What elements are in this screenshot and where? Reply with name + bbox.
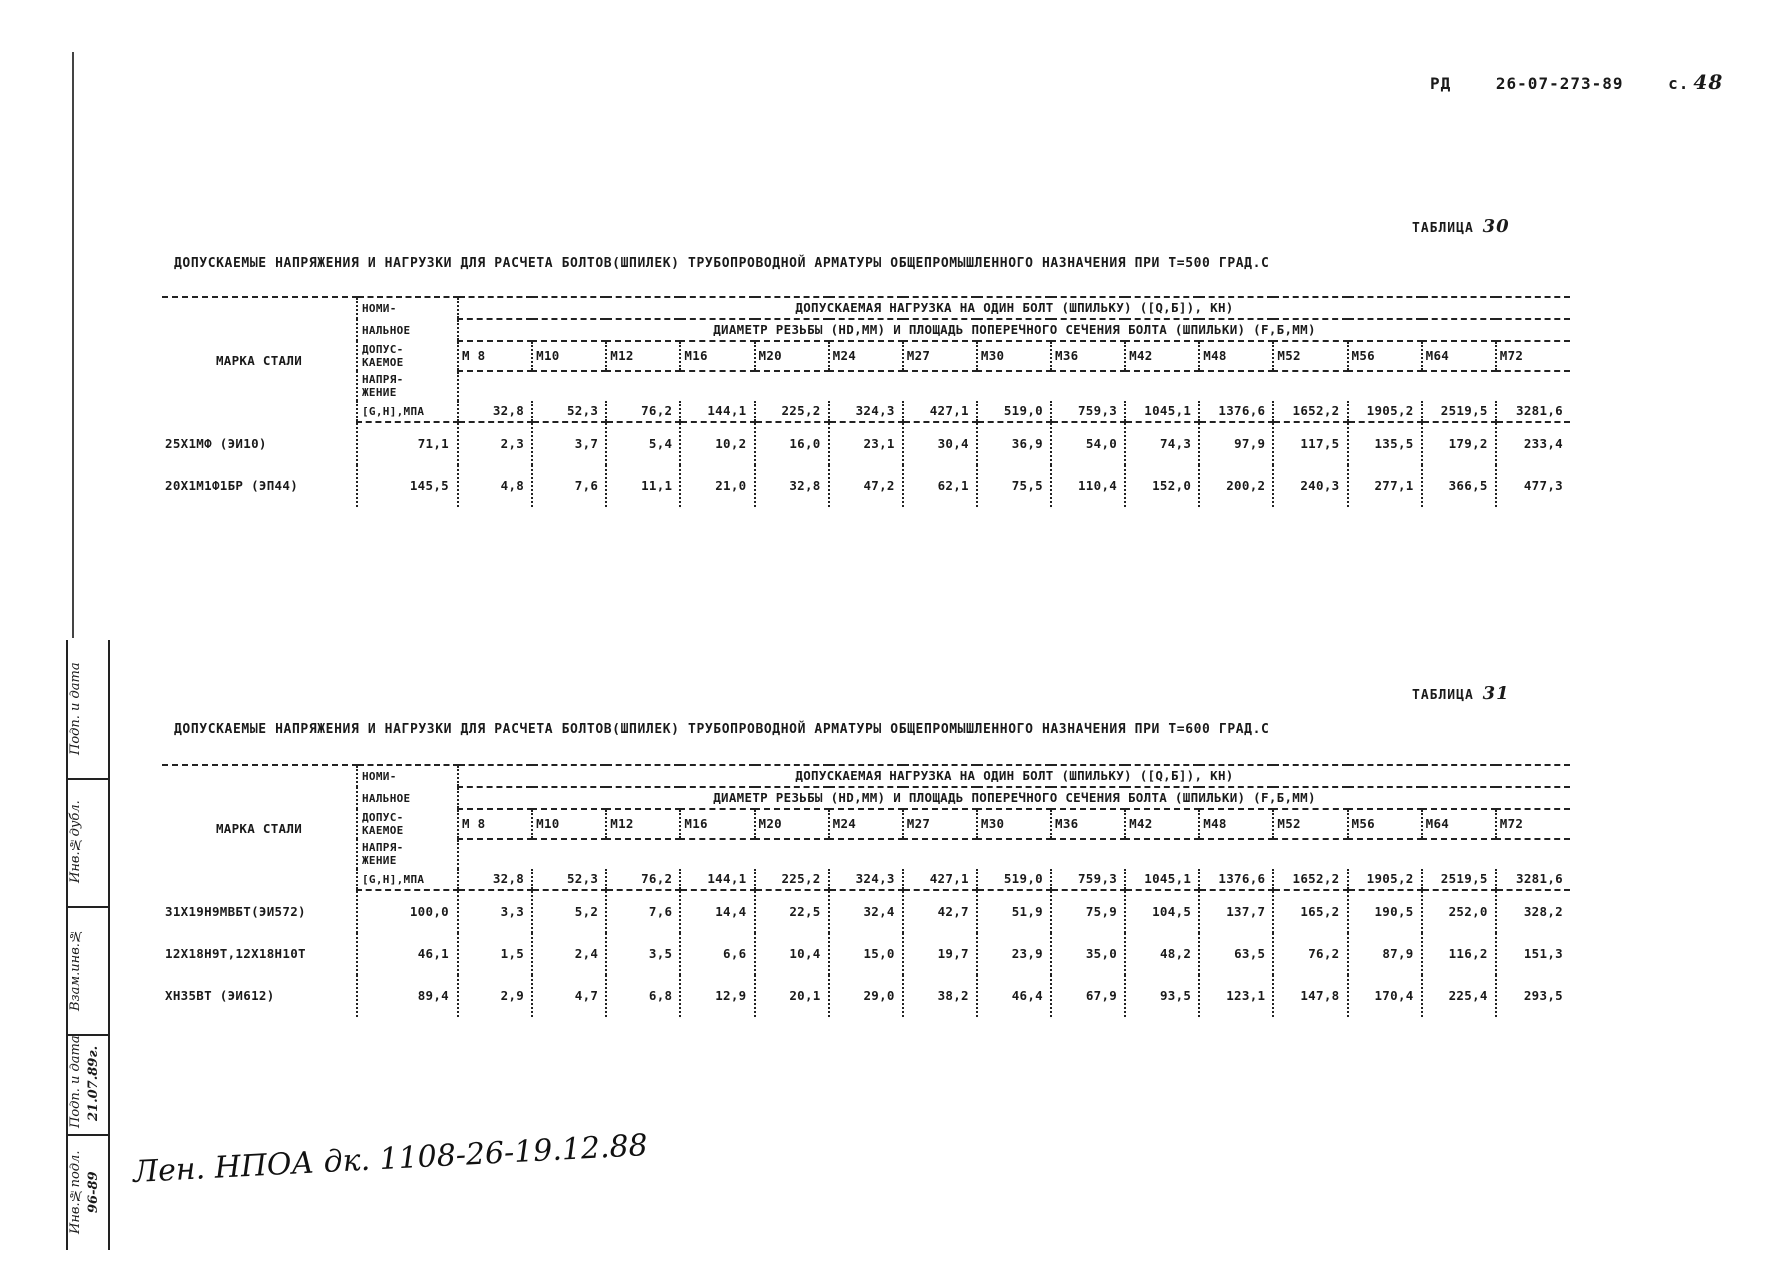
load-value-cell: 23,9 <box>977 933 1051 975</box>
area-cell: 1652,2 <box>1273 401 1347 422</box>
area-cell: 324,3 <box>829 401 903 422</box>
diameter-cell: М 8 <box>458 809 532 839</box>
diameter-cell: М72 <box>1496 809 1570 839</box>
table-30 <box>162 296 1570 507</box>
load-value-cell: 170,4 <box>1348 975 1422 1017</box>
diameter-cell: М12 <box>606 341 680 371</box>
load-value-cell: 6,6 <box>680 933 754 975</box>
diameter-cell: М30 <box>977 341 1051 371</box>
load-value-cell: 62,1 <box>903 465 977 507</box>
load-header: ДОПУСКАЕМАЯ НАГРУЗКА НА ОДИН БОЛТ (ШПИЛЬКУ) ([Q,Б]), КН) <box>458 297 1570 319</box>
area-cell: 3281,6 <box>1496 401 1570 422</box>
load-value-cell: 152,0 <box>1125 465 1199 507</box>
table-row <box>162 465 1570 507</box>
load-value-cell: 6,8 <box>606 975 680 1017</box>
table-30-number: 30 <box>1482 216 1510 237</box>
load-value-cell: 2,9 <box>458 975 532 1017</box>
load-value-cell: 110,4 <box>1051 465 1125 507</box>
load-value-cell: 93,5 <box>1125 975 1199 1017</box>
stress-unit: [G,H],МПА <box>357 869 458 890</box>
load-value-cell: 74,3 <box>1125 423 1199 465</box>
load-value-cell: 477,3 <box>1496 465 1570 507</box>
stress-header-4: НАПРЯ- ЖЕНИЕ <box>357 371 458 401</box>
area-cell: 225,2 <box>755 401 829 422</box>
load-header: ДОПУСКАЕМАЯ НАГРУЗКА НА ОДИН БОЛТ (ШПИЛЬКУ) ([Q,Б]), КН) <box>458 765 1570 787</box>
stamp-label: Инв.№дубл. <box>68 800 83 884</box>
load-value-cell: 10,2 <box>680 423 754 465</box>
area-cell: 427,1 <box>903 869 977 890</box>
load-value-cell: 5,2 <box>532 891 606 933</box>
stamp-label: Взам.инв.№ <box>68 928 83 1012</box>
area-cell: 1376,6 <box>1199 401 1273 422</box>
stamp-divider <box>68 1134 108 1136</box>
header-divider <box>458 371 1570 401</box>
stress-cell: 89,4 <box>357 975 458 1017</box>
load-value-cell: 32,8 <box>755 465 829 507</box>
load-value-cell: 116,2 <box>1422 933 1496 975</box>
diameter-cell: М56 <box>1348 341 1422 371</box>
table-30-rows <box>162 423 1570 507</box>
load-value-cell: 54,0 <box>1051 423 1125 465</box>
diameter-cell: М64 <box>1422 809 1496 839</box>
stress-unit: [G,H],МПА <box>357 401 458 422</box>
area-cell: 519,0 <box>977 401 1051 422</box>
load-value-cell: 137,7 <box>1199 891 1273 933</box>
steel-grade-cell: 20Х1М1Ф1БР (ЭП44) <box>165 478 299 493</box>
diameter-header: ДИАМЕТР РЕЗЬБЫ (HD,ММ) И ПЛОЩАДЬ ПОПЕРЕЧНОГО СЕЧЕНИЯ БОЛТА (ШПИЛЬКИ) (F,Б,ММ) <box>458 787 1570 809</box>
load-value-cell: 14,4 <box>680 891 754 933</box>
page-number: 48 <box>1693 70 1724 94</box>
area-cell: 759,3 <box>1051 869 1125 890</box>
load-value-cell: 35,0 <box>1051 933 1125 975</box>
load-value-cell: 87,9 <box>1348 933 1422 975</box>
table-31-number: 31 <box>1482 683 1510 704</box>
steel-grade-cell: 12Х18Н9Т,12Х18Н10Т <box>165 946 306 961</box>
stamp-inventory-number: 96-89 <box>86 1171 101 1213</box>
stress-cell: 145,5 <box>357 465 458 507</box>
stress-cell: 100,0 <box>357 891 458 933</box>
load-value-cell: 12,9 <box>680 975 754 1017</box>
stamp-date: 21.07.89г. <box>86 1045 101 1121</box>
stamp-label: Подп. и дата <box>68 1035 83 1128</box>
area-cell: 324,3 <box>829 869 903 890</box>
area-cell: 1905,2 <box>1348 869 1422 890</box>
stress-header-4: НАПРЯ- ЖЕНИЕ <box>357 839 458 869</box>
area-cell: 1045,1 <box>1125 869 1199 890</box>
area-cell: 759,3 <box>1051 401 1125 422</box>
load-value-cell: 30,4 <box>903 423 977 465</box>
area-cell: 144,1 <box>680 401 754 422</box>
stamp-label: Подп. и дата <box>68 662 83 756</box>
stress-header-3: ДОПУС- КАЕМОЕ <box>357 809 458 839</box>
steel-grade-cell: 25Х1МФ (ЭИ10) <box>165 436 267 451</box>
load-value-cell: 47,2 <box>829 465 903 507</box>
load-value-cell: 76,2 <box>1273 933 1347 975</box>
stress-header-1: НОМИ- <box>357 297 458 319</box>
doc-prefix: РД <box>1430 74 1452 93</box>
load-value-cell: 15,0 <box>829 933 903 975</box>
table-row <box>162 423 1570 465</box>
stress-cell: 71,1 <box>357 423 458 465</box>
diameter-cell: М64 <box>1422 341 1496 371</box>
diameter-cell: М48 <box>1199 809 1273 839</box>
load-value-cell: 104,5 <box>1125 891 1199 933</box>
load-value-cell: 48,2 <box>1125 933 1199 975</box>
load-value-cell: 21,0 <box>680 465 754 507</box>
load-value-cell: 10,4 <box>755 933 829 975</box>
load-value-cell: 97,9 <box>1199 423 1273 465</box>
load-value-cell: 4,7 <box>532 975 606 1017</box>
load-value-cell: 36,9 <box>977 423 1051 465</box>
load-value-cell: 151,3 <box>1496 933 1570 975</box>
diameter-cell: М30 <box>977 809 1051 839</box>
load-value-cell: 75,9 <box>1051 891 1125 933</box>
load-value-cell: 328,2 <box>1496 891 1570 933</box>
diameter-cell: М56 <box>1348 809 1422 839</box>
load-value-cell: 29,0 <box>829 975 903 1017</box>
area-cell: 3281,6 <box>1496 869 1570 890</box>
area-cell: 1045,1 <box>1125 401 1199 422</box>
load-value-cell: 252,0 <box>1422 891 1496 933</box>
area-cell: 1652,2 <box>1273 869 1347 890</box>
stress-header-3: ДОПУС- КАЕМОЕ <box>357 341 458 371</box>
area-cell: 225,2 <box>755 869 829 890</box>
header-divider <box>458 839 1570 869</box>
area-cell: 2519,5 <box>1422 869 1496 890</box>
load-value-cell: 46,4 <box>977 975 1051 1017</box>
load-value-cell: 4,8 <box>458 465 532 507</box>
diameter-cell: М42 <box>1125 809 1199 839</box>
diameter-cell: М72 <box>1496 341 1570 371</box>
diameter-cell: М52 <box>1273 809 1347 839</box>
table-31-rows <box>162 891 1570 1017</box>
stress-header-1: НОМИ- <box>357 765 458 787</box>
diameter-cell: М24 <box>829 809 903 839</box>
load-value-cell: 20,1 <box>755 975 829 1017</box>
stress-cell: 46,1 <box>357 933 458 975</box>
area-cell: 144,1 <box>680 869 754 890</box>
area-cell: 427,1 <box>903 401 977 422</box>
load-value-cell: 3,7 <box>532 423 606 465</box>
load-value-cell: 51,9 <box>977 891 1051 933</box>
page-prefix: с. <box>1668 74 1690 93</box>
load-value-cell: 67,9 <box>1051 975 1125 1017</box>
load-value-cell: 293,5 <box>1496 975 1570 1017</box>
load-value-cell: 200,2 <box>1199 465 1273 507</box>
area-cell: 32,8 <box>458 401 532 422</box>
load-value-cell: 22,5 <box>755 891 829 933</box>
load-value-cell: 240,3 <box>1273 465 1347 507</box>
area-cell: 519,0 <box>977 869 1051 890</box>
area-cell: 52,3 <box>532 869 606 890</box>
area-cell: 52,3 <box>532 401 606 422</box>
table-row <box>162 933 1570 975</box>
approval-stamp <box>66 640 110 1250</box>
diameter-cell: М48 <box>1199 341 1273 371</box>
load-value-cell: 3,5 <box>606 933 680 975</box>
diameter-cell: М12 <box>606 809 680 839</box>
diameter-cell: М27 <box>903 809 977 839</box>
load-value-cell: 2,3 <box>458 423 532 465</box>
diameter-cell: М20 <box>755 341 829 371</box>
load-value-cell: 7,6 <box>606 891 680 933</box>
load-value-cell: 225,4 <box>1422 975 1496 1017</box>
area-cell: 2519,5 <box>1422 401 1496 422</box>
diameter-cell: М36 <box>1051 809 1125 839</box>
diameter-cell: М16 <box>680 809 754 839</box>
load-value-cell: 16,0 <box>755 423 829 465</box>
table-30-label: ТАБЛИЦА 30 <box>1412 216 1510 237</box>
diameter-cell: М24 <box>829 341 903 371</box>
load-value-cell: 32,4 <box>829 891 903 933</box>
diameter-cell: М 8 <box>458 341 532 371</box>
stress-header-2: НАЛЬНОЕ <box>357 319 458 341</box>
diameter-cell: М36 <box>1051 341 1125 371</box>
doc-number: 26-07-273-89 <box>1495 74 1624 93</box>
load-value-cell: 147,8 <box>1273 975 1347 1017</box>
load-value-cell: 165,2 <box>1273 891 1347 933</box>
table-30-title: ДОПУСКАЕМЫЕ НАПРЯЖЕНИЯ И НАГРУЗКИ ДЛЯ РАСЧЕТА БОЛТОВ(ШПИЛЕК) ТРУБОПРОВОДНОЙ АРМАТУРЫ ОБЩЕПРОМЫШЛЕННОГО НАЗНАЧЕНИЯ ПРИ T=500 ГРАД.С <box>174 256 1270 271</box>
margin-rule <box>72 52 74 638</box>
area-cell: 76,2 <box>606 401 680 422</box>
stamp-divider <box>68 906 108 908</box>
load-value-cell: 23,1 <box>829 423 903 465</box>
area-cell: 76,2 <box>606 869 680 890</box>
load-value-cell: 3,3 <box>458 891 532 933</box>
load-value-cell: 11,1 <box>606 465 680 507</box>
load-value-cell: 135,5 <box>1348 423 1422 465</box>
load-value-cell: 5,4 <box>606 423 680 465</box>
table-31 <box>162 764 1570 1017</box>
load-value-cell: 366,5 <box>1422 465 1496 507</box>
diameter-cell: М52 <box>1273 341 1347 371</box>
diameter-cell: М42 <box>1125 341 1199 371</box>
load-value-cell: 277,1 <box>1348 465 1422 507</box>
page-header <box>1430 70 1757 94</box>
load-value-cell: 233,4 <box>1496 423 1570 465</box>
area-cell: 1376,6 <box>1199 869 1273 890</box>
load-value-cell: 75,5 <box>977 465 1051 507</box>
stamp-divider <box>68 778 108 780</box>
diameter-header: ДИАМЕТР РЕЗЬБЫ (HD,ММ) И ПЛОЩАДЬ ПОПЕРЕЧНОГО СЕЧЕНИЯ БОЛТА (ШПИЛЬКИ) (F,Б,ММ) <box>458 319 1570 341</box>
diameter-cell: М20 <box>755 809 829 839</box>
stamp-label: Инв.№подл. <box>68 1150 83 1234</box>
load-value-cell: 38,2 <box>903 975 977 1017</box>
load-value-cell: 42,7 <box>903 891 977 933</box>
load-value-cell: 63,5 <box>1199 933 1273 975</box>
load-value-cell: 117,5 <box>1273 423 1347 465</box>
diameter-cell: М16 <box>680 341 754 371</box>
area-cell: 32,8 <box>458 869 532 890</box>
table-31-label: ТАБЛИЦА 31 <box>1412 683 1510 704</box>
steel-grade-header: МАРКА СТАЛИ <box>162 765 357 891</box>
load-value-cell: 2,4 <box>532 933 606 975</box>
diameter-cell: М27 <box>903 341 977 371</box>
area-cell: 1905,2 <box>1348 401 1422 422</box>
table-row <box>162 891 1570 933</box>
load-value-cell: 1,5 <box>458 933 532 975</box>
load-value-cell: 123,1 <box>1199 975 1273 1017</box>
table-row <box>162 975 1570 1017</box>
stress-header-2: НАЛЬНОЕ <box>357 787 458 809</box>
load-value-cell: 179,2 <box>1422 423 1496 465</box>
load-value-cell: 19,7 <box>903 933 977 975</box>
table-31-title: ДОПУСКАЕМЫЕ НАПРЯЖЕНИЯ И НАГРУЗКИ ДЛЯ РАСЧЕТА БОЛТОВ(ШПИЛЕК) ТРУБОПРОВОДНОЙ АРМАТУРЫ ОБЩЕПРОМЫШЛЕННОГО НАЗНАЧЕНИЯ ПРИ T=600 ГРАД.С <box>174 722 1270 737</box>
diameter-cell: М10 <box>532 809 606 839</box>
handwritten-note: Лен. НПОА дк. 1108-26-19.12.88 <box>132 1128 649 1190</box>
load-value-cell: 7,6 <box>532 465 606 507</box>
steel-grade-header: МАРКА СТАЛИ <box>162 297 357 423</box>
steel-grade-cell: 31Х19Н9МВБТ(ЭИ572) <box>165 904 306 919</box>
diameter-cell: М10 <box>532 341 606 371</box>
load-value-cell: 190,5 <box>1348 891 1422 933</box>
steel-grade-cell: ХН35ВТ (ЭИ612) <box>165 988 275 1003</box>
